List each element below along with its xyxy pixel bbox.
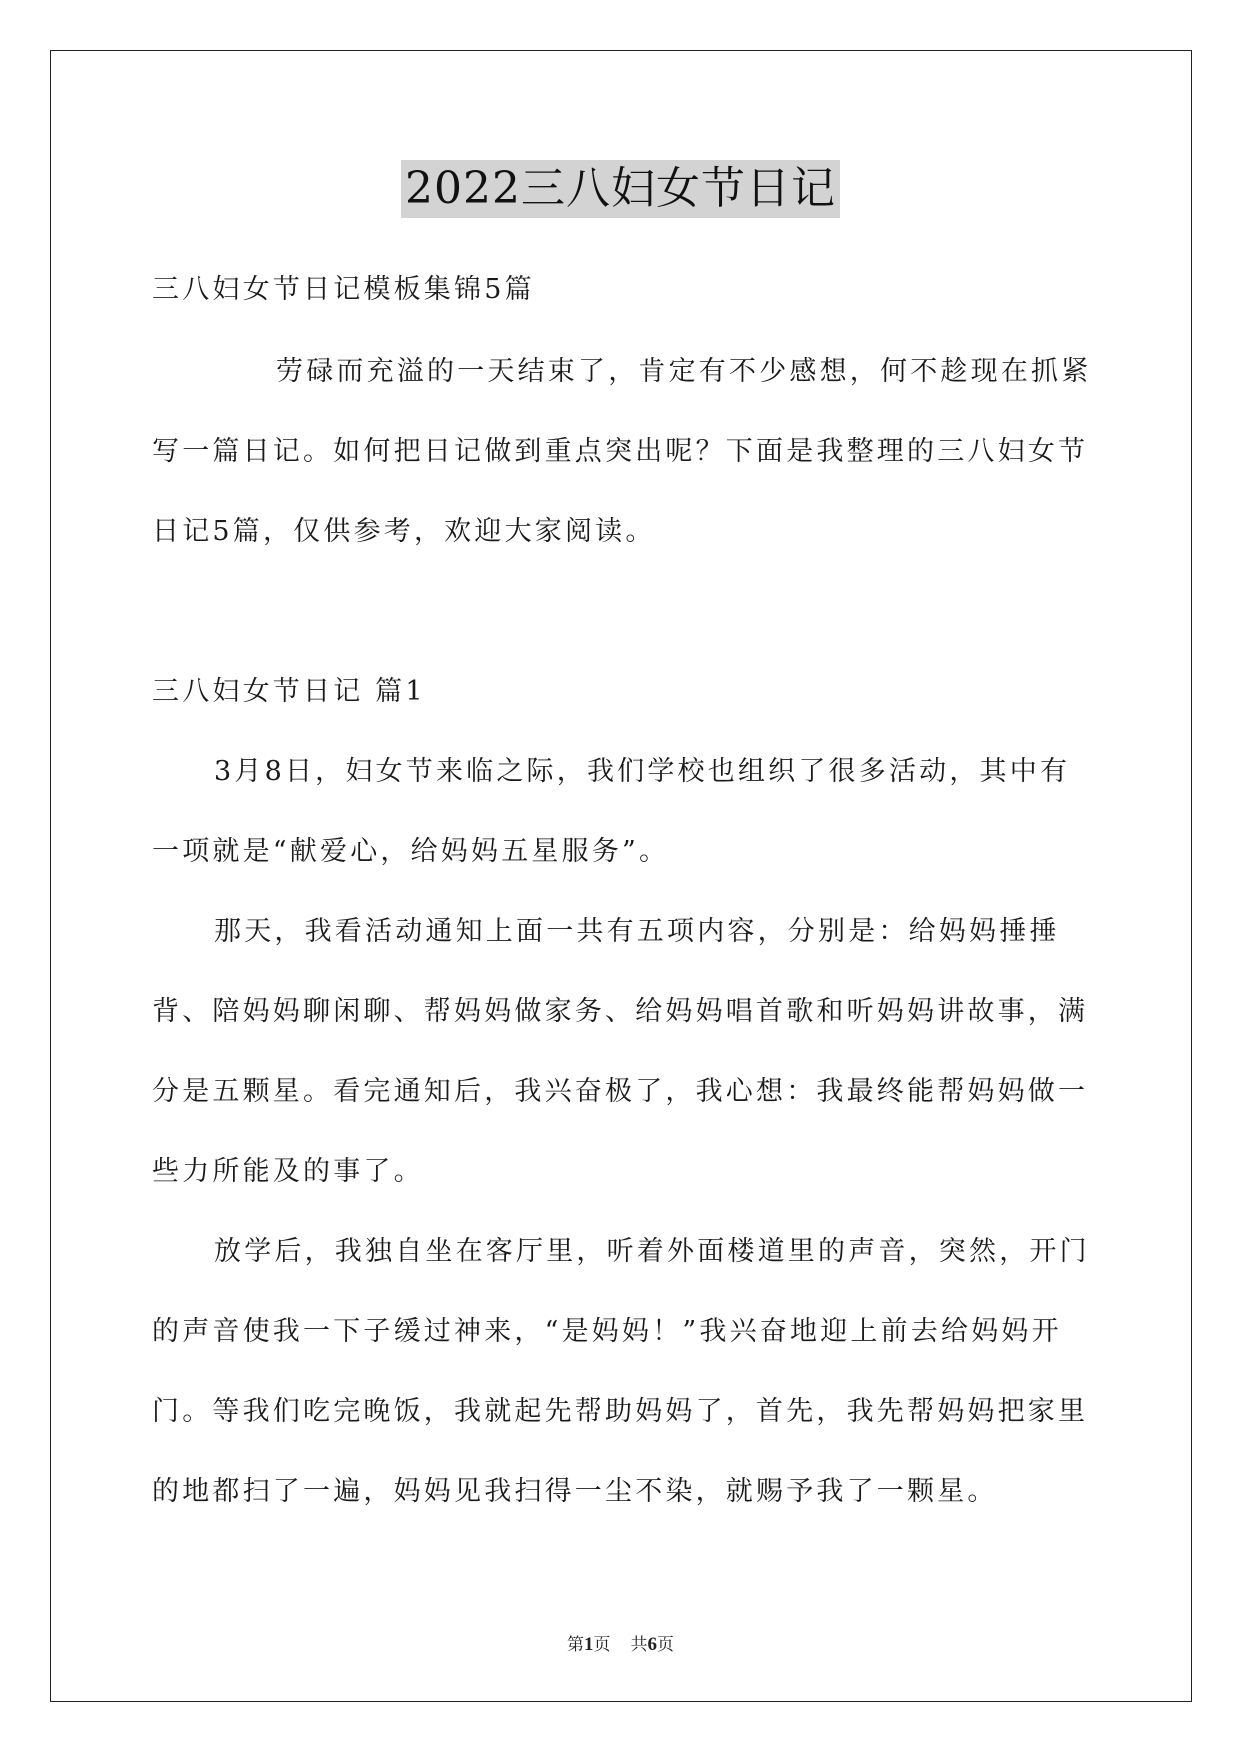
total-pages-number: 6 — [647, 1634, 657, 1655]
intro-paragraph: 劳碌而充溢的一天结束了，肯定有不少感想，何不趁现在抓紧写一篇日记。如何把日记做到重点突出呢？下面是我整理的三八妇女节日记5篇，仅供参考，欢迎大家阅读。 — [152, 356, 1092, 547]
page-number-prefix: 第 — [567, 1635, 584, 1655]
document-subtitle: 三八妇女节日记模板集锦5篇 — [152, 274, 535, 305]
body-paragraph: 3月8日，妇女节来临之际，我们学校也组织了很多活动，其中有一项就是“献爱心，给妈妈五星服务”。 — [152, 756, 1071, 867]
total-pages-suffix: 页 — [657, 1635, 674, 1655]
blank-line — [152, 572, 1097, 652]
page-footer — [0, 1630, 1241, 1656]
current-page-number: 1 — [584, 1634, 594, 1655]
title-container — [0, 160, 1241, 218]
page-number-suffix: 页 — [593, 1635, 611, 1655]
total-pages-prefix: 共 — [630, 1635, 648, 1655]
document-body — [152, 268, 1097, 1532]
document-title: 2022三八妇女节日记 — [401, 160, 840, 218]
body-paragraph: 那天，我看活动通知上面一共有五项内容，分别是：给妈妈捶捶背、陪妈妈聊闲聊、帮妈妈做家务、给妈妈唱首歌和听妈妈讲故事，满分是五颗星。看完通知后，我兴奋极了，我心想：我最终能帮妈妈做一些力所能及的事了。 — [152, 916, 1089, 1187]
body-paragraph: 放学后，我独自坐在客厅里，听着外面楼道里的声音，突然，开门的声音使我一下子缓过神来，“是妈妈！”我兴奋地迎上前去给妈妈开门。等我们吃完晚饭，我就起先帮助妈妈了，首先，我先帮妈妈把家里的地都扫了一遍，妈妈见我扫得一尘不染，就赐予我了一颗星。 — [152, 1236, 1090, 1507]
section-heading: 三八妇女节日记 篇1 — [152, 676, 426, 707]
